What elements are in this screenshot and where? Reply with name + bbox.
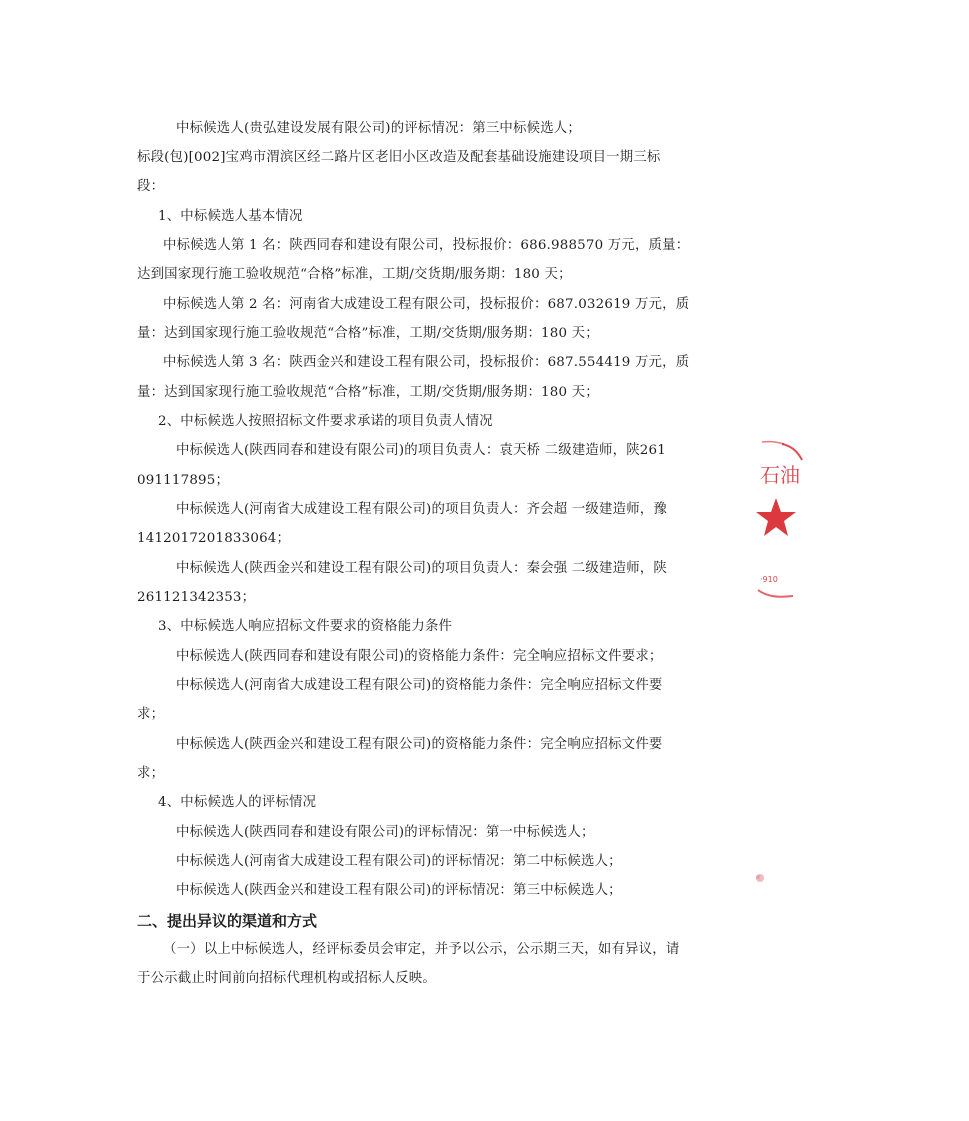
text-line-17: 261121342353； (137, 590, 256, 605)
text-line-9: 中标候选人第 3 名：陕西金兴和建设工程有限公司，投标报价：687.554419 万元，质 (163, 355, 690, 370)
text-line-13: 091117895； (137, 473, 230, 488)
text-line-7: 中标候选人第 2 名：河南省大成建设工程有限公司，投标报价：687.032619 万元，质 (163, 297, 690, 312)
chapter-heading: 二、提出异议的渠道和方式 (137, 912, 318, 930)
text-line-6: 达到国家现行施工验收规范“合格”标准，工期/交货期/服务期：180 天； (137, 267, 572, 282)
section-heading-2: 2、中标候选人按照招标文件要求承诺的项目负责人情况 (158, 414, 493, 429)
text-line-1: 中标候选人(贵弘建设发展有限公司)的评标情况：第三中标候选人； (176, 121, 581, 136)
text-line-30: 于公示截止时间前向招标代理机构或招标人反映。 (137, 971, 436, 986)
text-line-26: 中标候选人(河南省大成建设工程有限公司)的评标情况：第二中标候选人； (176, 854, 622, 869)
text-line-10: 量：达到国家现行施工验收规范“合格”标准，工期/交货期/服务期：180 天； (137, 385, 599, 400)
text-line-19: 中标候选人(陕西同春和建设有限公司)的资格能力条件：完全响应招标文件要求； (176, 649, 663, 664)
section-heading-1: 1、中标候选人基本情况 (158, 209, 303, 224)
text-line-8: 量：达到国家现行施工验收规范“合格”标准，工期/交货期/服务期：180 天； (137, 326, 599, 341)
text-line-12: 中标候选人(陕西同春和建设有限公司)的项目负责人：袁天桥 二级建造师，陕261 (176, 443, 666, 458)
text-line-3: 段： (137, 179, 165, 194)
text-line-23: 求； (137, 766, 165, 781)
text-line-22: 中标候选人(陕西金兴和建设工程有限公司)的资格能力条件：完全响应招标文件要 (176, 737, 663, 752)
text-line-2: 标段(包)[002]宝鸡市渭滨区经二路片区老旧小区改造及配套基础设施建设项目一期三标 (137, 150, 661, 165)
text-line-25: 中标候选人(陕西同春和建设有限公司)的评标情况：第一中标候选人； (176, 825, 595, 840)
text-line-20: 中标候选人(河南省大成建设工程有限公司)的资格能力条件：完全响应招标文件要 (176, 678, 663, 693)
section-heading-4: 4、中标候选人的评标情况 (158, 795, 317, 810)
text-line-27: 中标候选人(陕西金兴和建设工程有限公司)的评标情况：第三中标候选人； (176, 883, 622, 898)
official-seal-fragment (752, 440, 800, 600)
seal-code: ·910 (760, 575, 778, 584)
text-line-16: 中标候选人(陕西金兴和建设工程有限公司)的项目负责人：秦会强 二级建造师，陕 (176, 561, 667, 576)
ink-spot (752, 870, 768, 886)
text-line-21: 求； (137, 707, 165, 722)
text-line-29: （一）以上中标候选人，经评标委员会审定，并予以公示，公示期三天，如有异议，请 (163, 942, 680, 957)
text-line-15: 1412017201833064； (137, 531, 291, 546)
text-line-14: 中标候选人(河南省大成建设工程有限公司)的项目负责人：齐会超 一级建造师，豫 (176, 502, 667, 517)
section-heading-3: 3、中标候选人响应招标文件要求的资格能力条件 (158, 619, 453, 634)
text-line-5: 中标候选人第 1 名：陕西同春和建设有限公司，投标报价：686.988570 万元，质量： (163, 238, 690, 253)
seal-text: 石油 (760, 463, 800, 487)
